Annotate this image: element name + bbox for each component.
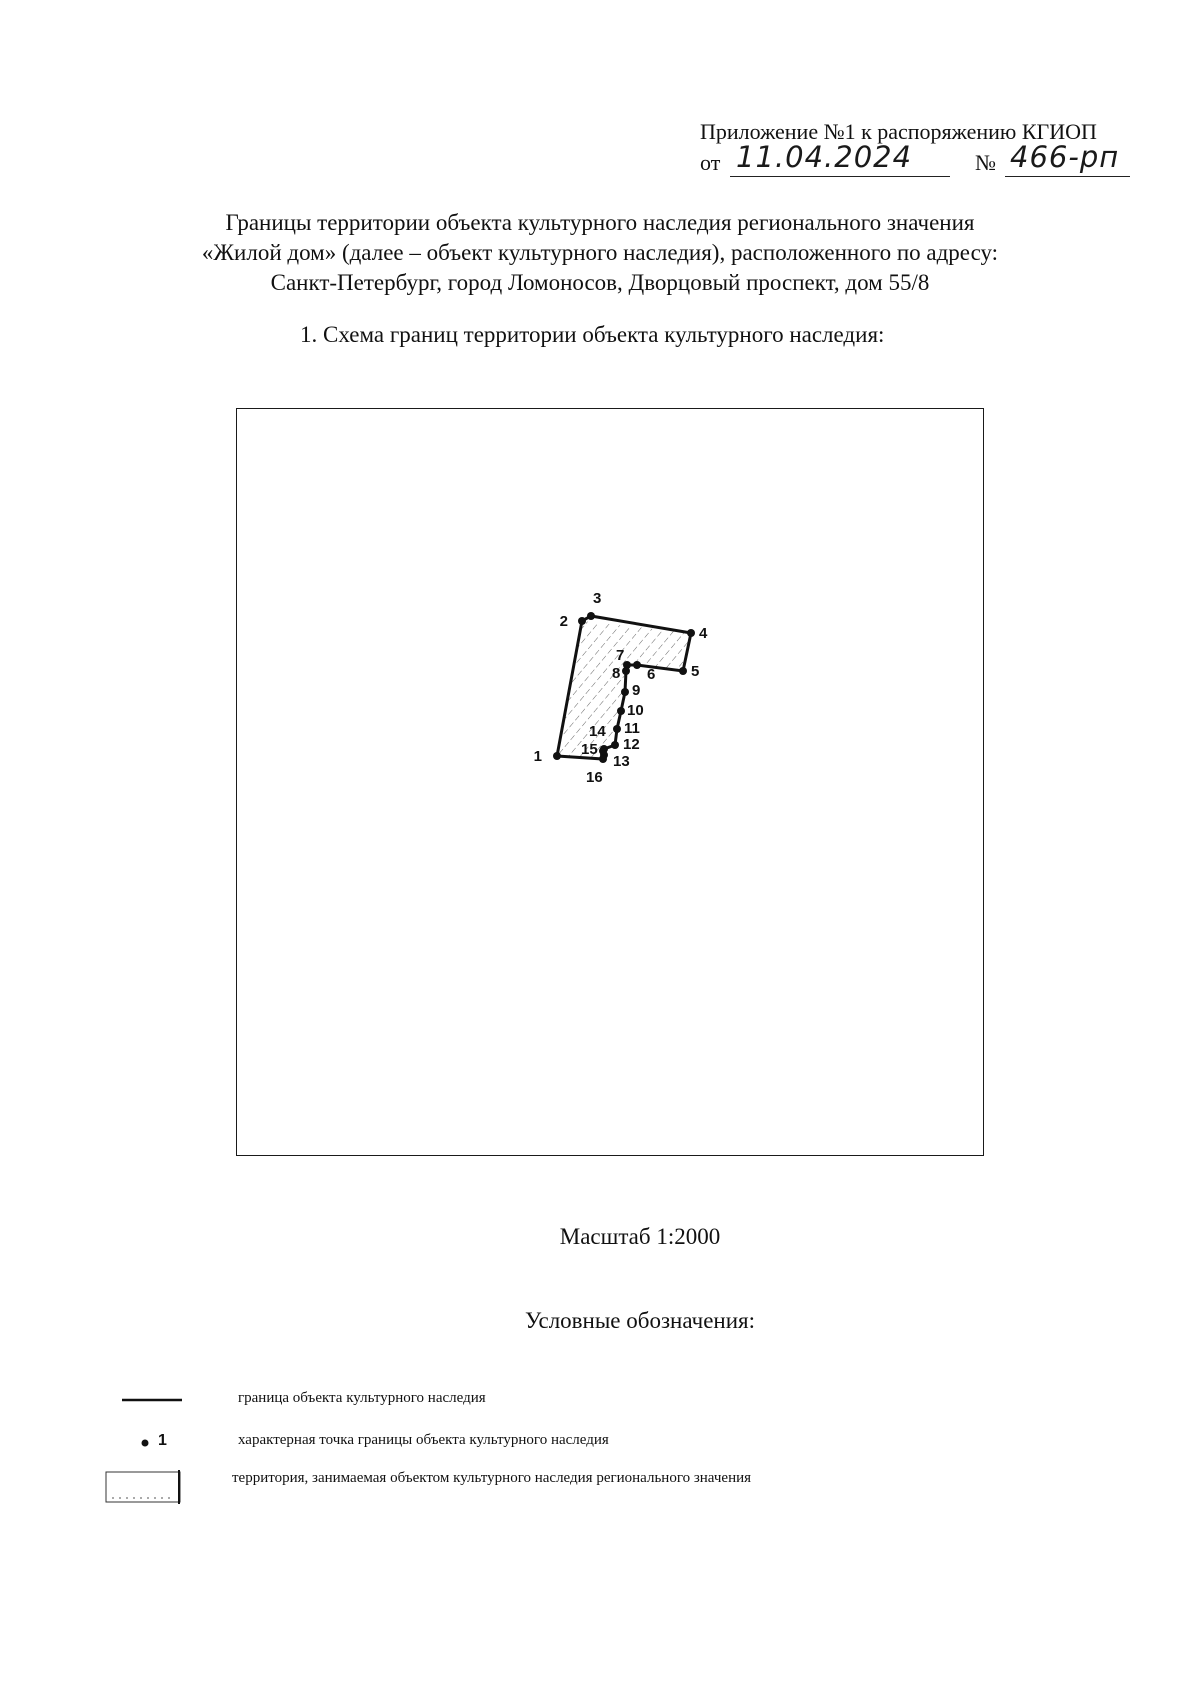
boundary-point-label-2: 2 xyxy=(559,613,568,630)
legend-title: Условные обозначения: xyxy=(524,1308,756,1333)
boundary-point-label-8: 8 xyxy=(612,665,621,682)
legend-text-territory: территория, занимаемая объектом культурного наследия регионального значения xyxy=(232,1470,752,1486)
number-prefix: № xyxy=(975,150,996,175)
boundary-point-label-12: 12 xyxy=(623,736,640,753)
title-line-1: Границы территории объекта культурного наследия регионального значения xyxy=(225,210,975,235)
boundary-point-12 xyxy=(611,741,619,749)
boundary-line-sample xyxy=(100,1386,190,1414)
section-title: 1. Схема границ территории объекта культурного наследия: xyxy=(300,322,885,347)
legend-text-boundary: граница объекта культурного наследия xyxy=(238,1390,486,1406)
boundary-point-10 xyxy=(617,707,625,715)
territory-fill-sample xyxy=(100,1468,190,1508)
map-scale: Масштаб 1:2000 xyxy=(559,1224,721,1249)
legend-point-sample-label: 1 xyxy=(158,1432,167,1449)
legend-item-point xyxy=(100,1428,1000,1456)
document-title xyxy=(100,208,1100,298)
boundary-point-sample xyxy=(100,1428,190,1456)
boundary-point-label-4: 4 xyxy=(699,625,708,642)
from-prefix: от xyxy=(700,150,721,175)
boundary-point-4 xyxy=(687,629,695,637)
boundary-point-16 xyxy=(599,755,607,763)
boundary-point-label-3: 3 xyxy=(593,590,602,607)
boundary-point-label-14: 14 xyxy=(589,723,606,740)
boundary-point-6 xyxy=(633,661,641,669)
boundary-point-label-1: 1 xyxy=(533,748,542,765)
title-line-3: Санкт-Петербург, город Ломоносов, Дворцовый проспект, дом 55/8 xyxy=(270,270,930,295)
boundary-scheme-svg xyxy=(237,409,982,1154)
boundary-point-15 xyxy=(599,747,607,755)
title-line-2: «Жилой дом» (далее – объект культурного наследия), расположенного по адресу: xyxy=(201,240,999,265)
boundary-point-label-6: 6 xyxy=(647,666,656,683)
boundary-point-11 xyxy=(613,725,621,733)
boundary-point-9 xyxy=(621,688,629,696)
boundary-point-label-13: 13 xyxy=(613,753,630,770)
boundary-scheme-map xyxy=(236,408,984,1156)
handwritten-number: 466-рп xyxy=(1010,140,1120,174)
appendix-title: Приложение №1 к распоряжению КГИОП xyxy=(700,119,1097,144)
boundary-point-label-16: 16 xyxy=(586,769,603,786)
boundary-point-label-15: 15 xyxy=(581,741,598,758)
boundary-point-label-11: 11 xyxy=(624,720,640,737)
boundary-point-1 xyxy=(553,752,561,760)
boundary-point-3 xyxy=(587,612,595,620)
boundary-point-label-5: 5 xyxy=(691,663,700,680)
appendix-date-number xyxy=(700,140,1160,182)
legend-item-territory xyxy=(100,1468,1000,1496)
legend-item-boundary xyxy=(100,1386,1000,1414)
boundary-point-label-10: 10 xyxy=(627,702,644,719)
boundary-point-label-9: 9 xyxy=(632,682,641,699)
boundary-point-8 xyxy=(622,667,630,675)
handwritten-date: 11.04.2024 xyxy=(736,140,913,174)
boundary-point-5 xyxy=(679,667,687,675)
boundary-point-label-7: 7 xyxy=(616,647,625,664)
boundary-point-2 xyxy=(578,617,586,625)
legend-text-point: характерная точка границы объекта культурного наследия xyxy=(238,1432,609,1448)
